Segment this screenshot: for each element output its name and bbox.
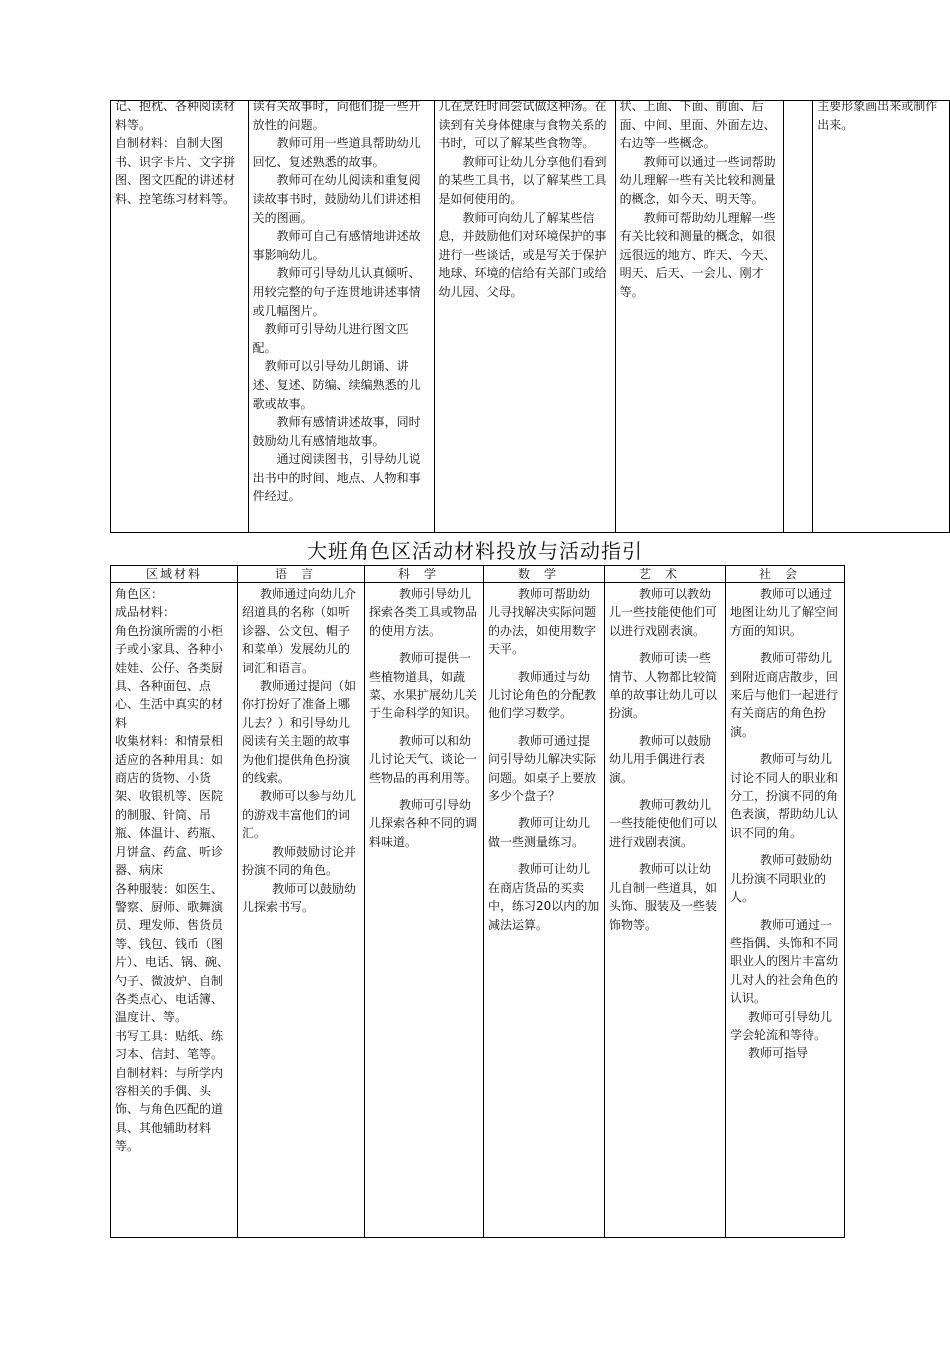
text-paragraph: 自制材料：与所学内容相关的手偶、头饰、与角色匹配的道具、其他辅助材料等。 [115, 1065, 224, 1154]
text-paragraph: 记、抱枕、各种阅读材料等。 [115, 99, 236, 132]
text-paragraph: 各种服装：如医生、警察、厨师、歌舞演员、理发师、售货员等、钱包、钱币（图片）、电话、锅、碗、勺子、微波炉、自制各类点心、电话簿、温度计、等。 [115, 881, 230, 1025]
text-paragraph: 教师可带幼儿到附近商店散步，回来后与他们一起进行有关商店的角色扮演。 [730, 651, 839, 739]
text-paragraph: 教师可提供一些植物道具，如蔬菜、水果扩展幼儿关于生命科学的知识。 [369, 651, 478, 721]
text-paragraph: 儿在烹饪时间尝试做这种汤。在读到有关身体健康与食物关系的书时，可以了解某些食物等。 [438, 99, 607, 151]
table-header-row [111, 566, 845, 583]
text-paragraph: 教师可以通过地图让幼儿了解空间方面的知识。 [730, 587, 839, 638]
header-materials: 区域材料 [111, 566, 238, 583]
text-paragraph: 角色扮演所需的小柜子或小家具、各种小娃娃、公仔、各类厨具、各种面包、点心、生活中真实的材料 [115, 623, 224, 730]
role-area-table [110, 565, 845, 1238]
text-paragraph: 教师可教幼儿一些技能使他们可以进行戏剧表演。 [609, 798, 718, 849]
text-paragraph: 通过阅读图书，引导幼儿说出书中的时间、地点、人物和事件经过。 [252, 452, 421, 504]
page-title: 大班角色区活动材料投放与活动指引 [307, 539, 643, 563]
text-paragraph: 收集材料：和情景相适应的各种用具：如商店的货物、小货架、收银机等、医院的制服、针筒、吊瓶、体温计、药瓶、月饼盒、药盒、听诊器、病床 [115, 734, 224, 878]
text-paragraph: 教师可用一些道具帮助幼儿回忆、复述熟悉的故事。 [252, 136, 421, 169]
text-paragraph: 教师可在幼儿阅读和重复阅读故事书时，鼓励幼儿们讲述相关的图画。 [252, 173, 421, 225]
text-paragraph: 教师鼓励讨论并扮演不同的角色。 [242, 844, 357, 878]
text-paragraph: 教师可引导幼儿认真倾听、用较完整的句子连贯地讲述事情或几幅图片。 [252, 266, 421, 318]
text-paragraph: 角色区： [115, 587, 164, 601]
text-paragraph: 读有关故事时，向他们提一些开放性的问题。 [252, 99, 421, 132]
text-paragraph: 教师可以鼓励幼儿探索书写。 [242, 881, 357, 914]
text-paragraph: 教师通过与幼儿讨论角色的分配教他们学习数学。 [488, 669, 597, 721]
language-cell [238, 583, 365, 1238]
prev-math-cell [615, 101, 784, 533]
text-paragraph: 自制材料：自制大图书、识字卡片、文字拼图、图文匹配的讲述材料、控笔练习材料等。 [115, 136, 236, 206]
header-language: 语言 [238, 566, 365, 583]
prev-empty-cell [784, 101, 813, 533]
prev-social-cell [813, 101, 950, 533]
prev-language-cell [248, 101, 434, 533]
text-paragraph: 教师可帮助幼儿寻找解决实际问题的办法，如使用数字天平。 [488, 587, 597, 657]
header-science: 科学 [365, 566, 484, 583]
text-paragraph: 教师可指导 [748, 1046, 809, 1061]
text-paragraph: 教师通过提问（如你打扮好了准备上哪儿去？）和引导幼儿阅读有关主题的故事为他们提供角色扮演的线索。 [242, 679, 357, 786]
text-paragraph: 教师可让幼儿做一些测量练习。 [488, 816, 591, 849]
table-row [111, 583, 845, 1238]
text-paragraph: 教师可通过一些指偶、头饰和不同职业人的图片丰富幼儿对人的社会角色的认识。 [730, 917, 839, 1006]
text-paragraph: 教师有感情讲述故事，同时鼓励幼儿有感情地故事。 [252, 415, 421, 448]
text-paragraph: 教师可读一些情节、人物都比较简单的故事让幼儿可以扮演。 [609, 651, 718, 721]
text-paragraph: 教师可让幼儿分享他们看到的某些工具书，以了解某些工具是如何使用的。 [438, 154, 607, 206]
header-social: 社会 [726, 566, 845, 583]
text-paragraph: 教师可以鼓励幼儿用手偶进行表演。 [609, 733, 712, 785]
text-paragraph: 教师可与幼儿讨论不同人的职业和分工，扮演不同的角色表演，帮助幼儿认识不同的角。 [730, 752, 839, 840]
science-cell [365, 583, 484, 1238]
prev-materials-cell [111, 101, 249, 533]
text-paragraph: 教师可鼓励幼儿扮演不同职业的人。 [730, 853, 833, 905]
materials-cell [111, 583, 238, 1238]
text-paragraph: 教师可以教幼儿一些技能使他们可以进行戏剧表演。 [609, 587, 718, 638]
text-paragraph: 教师可以参与幼儿的游戏丰富他们的词汇。 [242, 789, 357, 841]
text-paragraph: 教师可引导幼儿进行图文匹配。 [252, 322, 409, 355]
text-paragraph: 教师可以引导幼儿朗诵、讲述、复述、防编、续编熟悉的儿歌或故事。 [252, 359, 421, 411]
art-cell [605, 583, 726, 1238]
math-cell [484, 583, 605, 1238]
text-paragraph: 教师可向幼儿了解某些信息，并鼓励他们对环境保护的事进行一些谈话，或是写关于保护地球、环境的信给有关部门或给幼儿园、父母。 [438, 210, 607, 299]
text-paragraph: 教师可引导幼儿探索各种不同的调料味道。 [369, 798, 478, 849]
text-paragraph: 教师可以让幼儿自制一些道具，如头饰、服装及一些装饰物等。 [609, 862, 718, 932]
text-paragraph: 教师通过向幼儿介绍道具的名称（如听诊器、公文包、帽子和菜单）发展幼儿的词汇和语言。 [242, 587, 357, 675]
prev-science-cell [434, 101, 615, 533]
text-paragraph: 教师可以和幼儿讨论天气、谈论一些物品的再利用等。 [369, 733, 478, 785]
text-paragraph: 教师可帮助幼儿理解一些有关比较和测量的概念，如很远很远的地方、昨天、今天、明天、后天、一会儿、刚才等。 [619, 210, 776, 299]
text-paragraph: 书写工具：贴纸、练习本、信封、笔等。 [115, 1028, 224, 1062]
text-paragraph: 教师可通过提问引导幼儿解决实际问题。如桌子上要放多少个盘子？ [488, 733, 597, 804]
header-art: 艺术 [605, 566, 726, 583]
social-cell [726, 583, 845, 1238]
text-paragraph: 教师可以通过一些词帮助幼儿理解一些有关比较和测量的概念，如今天、明天等。 [619, 154, 776, 206]
text-paragraph: 教师引导幼儿探索各类工具或物品的使用方法。 [369, 587, 478, 638]
header-math: 数学 [484, 566, 605, 583]
text-paragraph: 成品材料： [115, 605, 176, 620]
previous-table-continuation [110, 100, 950, 533]
text-paragraph: 教师可引导幼儿学会轮流和等待。 [730, 1009, 833, 1042]
text-paragraph: 教师可自己有感情地讲述故事影响幼儿。 [252, 229, 421, 262]
text-paragraph: 状、上面、下面、前面、后面、中间、里面、外面左边、右边等一些概念。 [619, 99, 776, 151]
text-paragraph: 主要形象画出来或制作出来。 [817, 99, 938, 132]
text-paragraph: 教师可让幼儿在商店货品的买卖中，练习20以内的加减法运算。 [488, 862, 600, 932]
